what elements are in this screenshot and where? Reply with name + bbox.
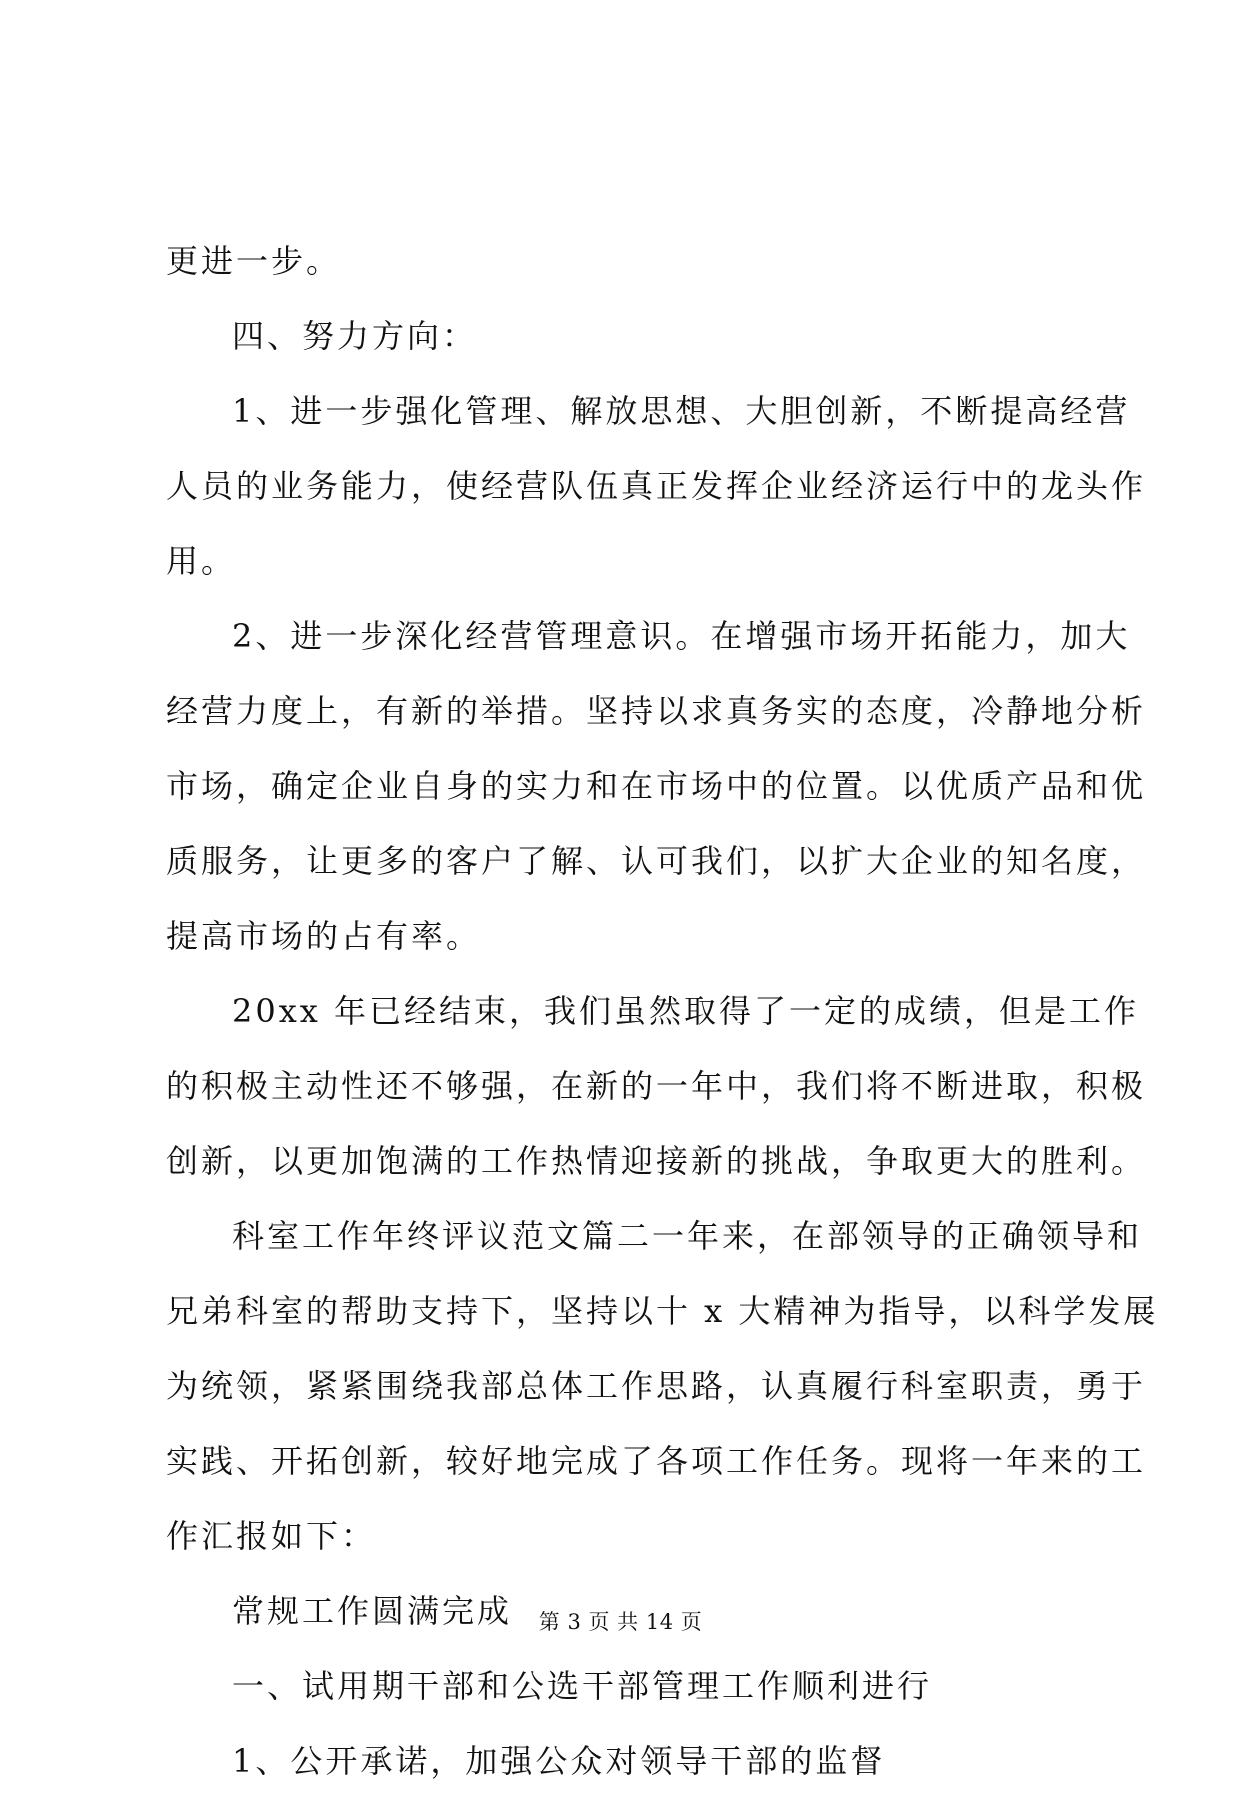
body-line: 20xx 年已经结束，我们虽然取得了一定的成绩，但是工作 (232, 992, 1139, 1030)
page-number-footer: 第 3 页 共 14 页 (538, 1610, 703, 1634)
body-line: 质服务，让更多的客户了解、认可我们，以扩大企业的知名度， (166, 842, 1147, 880)
body-line: 作汇报如下： (166, 1517, 377, 1555)
body-line: 实践、开拓创新，较好地完成了各项工作任务。现将一年来的工 (166, 1442, 1147, 1480)
body-line: 用。 (166, 542, 237, 580)
body-line: 1、进一步强化管理、解放思想、大胆创新，不断提高经营 (232, 392, 1131, 430)
body-line: 人员的业务能力，使经营队伍真正发挥企业经济运行中的龙头作 (166, 467, 1147, 505)
body-line: 提高市场的占有率。 (166, 917, 482, 955)
body-line: 为统领，紧紧围绕我部总体工作思路，认真履行科室职责，勇于 (166, 1367, 1147, 1405)
body-line: 更进一步。 (166, 242, 342, 280)
section-heading: 四、努力方向： (232, 317, 478, 355)
section-heading: 常规工作圆满完成 (232, 1592, 513, 1630)
document-body (166, 224, 1159, 1799)
body-line: 经营力度上，有新的举措。坚持以求真务实的态度，冷静地分析 (166, 692, 1147, 730)
body-line: 的积极主动性还不够强，在新的一年中，我们将不断进取，积极 (166, 1067, 1147, 1105)
body-line: 兄弟科室的帮助支持下，坚持以十 x 大精神为指导，以科学发展 (166, 1292, 1159, 1330)
body-line: 市场，确定企业自身的实力和在市场中的位置。以优质产品和优 (166, 767, 1147, 805)
section-heading: 一、试用期干部和公选干部管理工作顺利进行 (232, 1667, 933, 1705)
body-line: 科室工作年终评议范文篇二一年来，在部领导的正确领导和 (232, 1217, 1143, 1255)
body-line: 2、进一步深化经营管理意识。在增强市场开拓能力，加大 (232, 617, 1131, 655)
body-line: 1、公开承诺，加强公众对领导干部的监督 (232, 1742, 886, 1780)
body-line: 创新，以更加饱满的工作热情迎接新的挑战，争取更大的胜利。 (166, 1142, 1147, 1180)
